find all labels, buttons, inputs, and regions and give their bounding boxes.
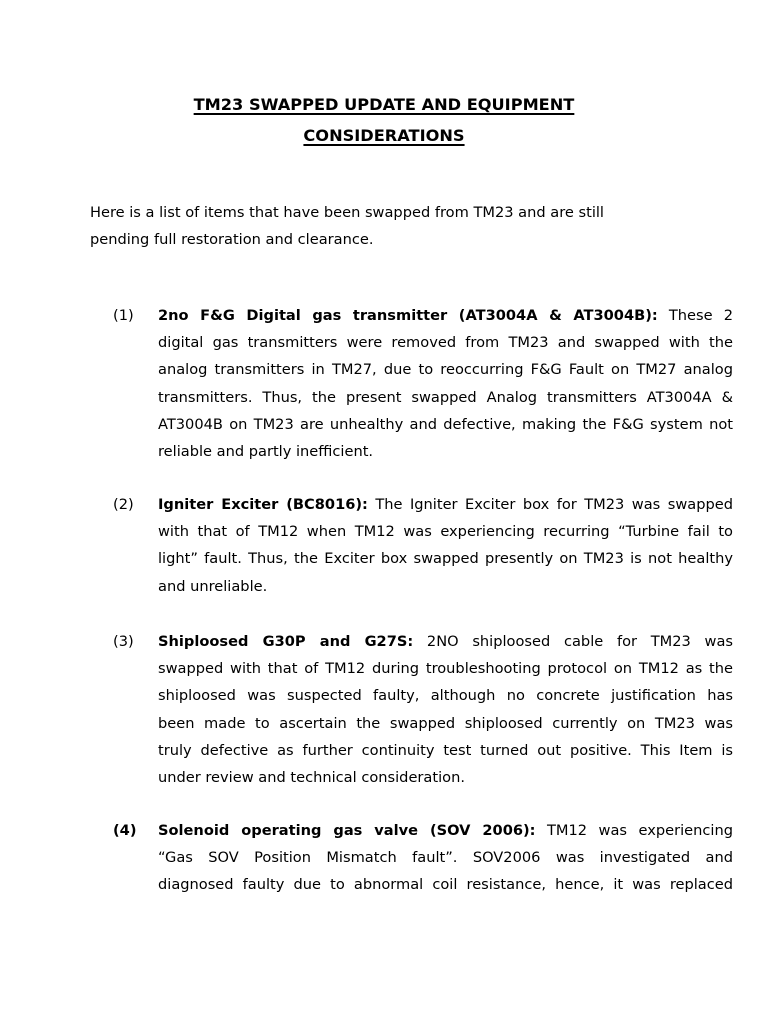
list-item-line: truly defective as further continuity test turned out positive. This Item is — [158, 741, 733, 759]
list-item-line: Shiploosed G30P and G27S: 2NO shiploosed cable for TM23 was — [158, 633, 733, 650]
list-item-line: diagnosed faulty due to abnormal coil resistance, hence, it was replaced — [158, 876, 733, 894]
list-item-line: with that of TM12 when TM12 was experiencing recurring “Turbine fail to — [158, 523, 733, 541]
list-item-heading: Solenoid operating gas valve (SOV 2006): — [158, 822, 536, 839]
list-item-line: been made to ascertain the swapped shiploosed currently on TM23 was — [158, 714, 733, 732]
list-item-line: Igniter Exciter (BC8016): The Igniter Exciter box for TM23 was swapped — [158, 496, 733, 513]
intro-line-2: pending full restoration and clearance. — [90, 231, 374, 248]
intro-line-1: Here is a list of items that have been swapped from TM23 and are still — [90, 204, 604, 221]
list-item-line: AT3004B on TM23 are unhealthy and defective, making the F&G system not — [158, 415, 733, 433]
list-item-number: (3) — [113, 633, 134, 650]
list-item-line: transmitters. Thus, the present swapped Analog transmitters AT3004A & — [158, 388, 733, 406]
list-item-number: (1) — [113, 307, 134, 324]
list-item-line: and unreliable. — [158, 577, 268, 595]
list-item-body — [158, 628, 733, 791]
list-item-number: (2) — [113, 496, 134, 513]
list-item-line: “Gas SOV Position Mismatch fault”. SOV2006 was investigated and — [158, 849, 733, 867]
list-item-heading: Shiploosed G30P and G27S: — [158, 633, 414, 650]
list-item-heading: 2no F&G Digital gas transmitter (AT3004A & AT3004B): — [158, 307, 658, 324]
list-item-line: under review and technical consideration. — [158, 768, 465, 786]
intro-paragraph — [90, 199, 650, 253]
list-item-body — [158, 491, 733, 600]
document-title-line-2: CONSIDERATIONS — [303, 126, 465, 145]
list-item-line: Solenoid operating gas valve (SOV 2006): TM12 was experiencing — [158, 822, 733, 839]
list-item-number: (4) — [113, 822, 137, 839]
list-item-line: shiploosed was suspected faulty, although no concrete justification has — [158, 687, 733, 705]
list-item-line: analog transmitters in TM27, due to reoccurring F&G Fault on TM27 analog — [158, 361, 733, 379]
list-item-line: digital gas transmitters were removed from TM23 and swapped with the — [158, 334, 733, 352]
document-title-line-1: TM23 SWAPPED UPDATE AND EQUIPMENT — [193, 95, 575, 114]
list-item-body — [158, 817, 733, 899]
document-title — [90, 89, 678, 151]
list-item-line: reliable and partly inefficient. — [158, 442, 374, 460]
list-item-body — [158, 302, 733, 465]
list-item-heading: Igniter Exciter (BC8016): — [158, 496, 368, 513]
list-item-line: 2no F&G Digital gas transmitter (AT3004A & AT3004B): These 2 — [158, 307, 733, 324]
list-item-line: swapped with that of TM12 during troubleshooting protocol on TM12 as the — [158, 660, 733, 678]
list-item-line: light” fault. Thus, the Exciter box swapped presently on TM23 is not healthy — [158, 550, 733, 568]
